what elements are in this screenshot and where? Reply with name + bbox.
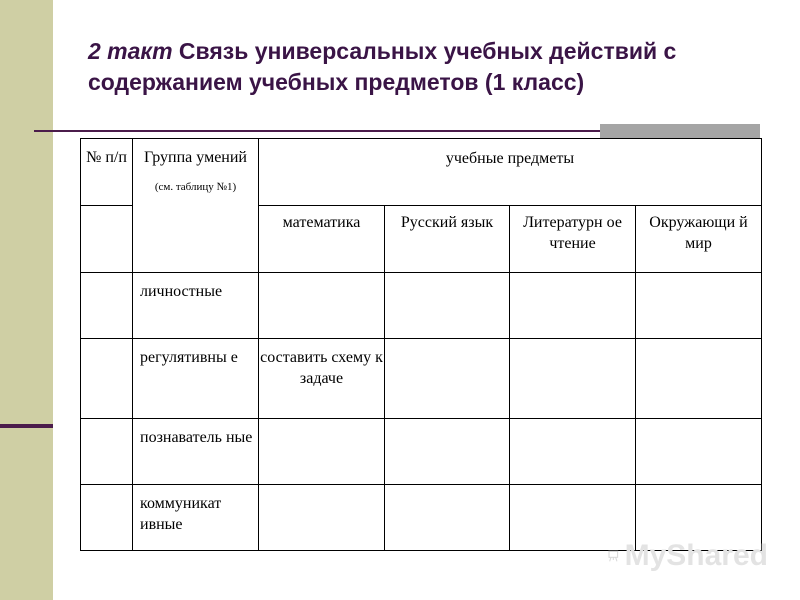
table-row <box>81 339 762 419</box>
table-row <box>81 273 762 339</box>
table-cell <box>385 419 510 485</box>
header-group-label: Группа умений <box>144 149 247 166</box>
slide-title-italic: 2 такт <box>88 38 173 64</box>
table-cell <box>636 273 762 339</box>
row-label: познаватель ные <box>133 419 259 485</box>
table-cell <box>510 339 636 419</box>
left-decorative-bar <box>0 0 53 600</box>
table-cell <box>510 273 636 339</box>
subject-russian: Русский язык <box>385 206 510 273</box>
header-group-note: (см. таблицу №1) <box>154 181 237 193</box>
watermark-logo <box>608 538 768 574</box>
row-label: коммуникат ивные <box>133 485 259 551</box>
subject-literature: Литературн ое чтение <box>510 206 636 273</box>
header-num-empty <box>81 206 133 273</box>
row-num-cell <box>81 419 133 485</box>
row-num-cell <box>81 485 133 551</box>
divider-accent <box>600 124 760 138</box>
row-label: личностные <box>133 273 259 339</box>
table-cell <box>259 273 385 339</box>
skills-subjects-table <box>80 138 762 551</box>
subject-math: математика <box>259 206 385 273</box>
table-cell <box>636 339 762 419</box>
table-cell <box>259 419 385 485</box>
left-bar-accent <box>0 424 53 428</box>
slide-title <box>88 36 768 98</box>
header-group <box>133 139 259 273</box>
table-cell <box>510 419 636 485</box>
row-label: регулятивны е <box>133 339 259 419</box>
header-num: № п/п <box>81 139 133 206</box>
table-cell: составить схему к задаче <box>259 339 385 419</box>
table-row <box>81 419 762 485</box>
watermark-text: MyShared <box>624 539 768 572</box>
header-subjects: учебные предметы <box>259 139 762 206</box>
presentation-board-icon <box>608 538 619 574</box>
slide-title-rest: Связь универсальных учебных действий с содержанием учебных предметов (1 класс) <box>88 38 677 95</box>
row-num-cell <box>81 273 133 339</box>
row-num-cell <box>81 339 133 419</box>
table-cell <box>385 339 510 419</box>
table-cell <box>385 273 510 339</box>
table-cell <box>385 485 510 551</box>
subject-world: Окружающи й мир <box>636 206 762 273</box>
table-cell <box>636 419 762 485</box>
table-cell <box>259 485 385 551</box>
